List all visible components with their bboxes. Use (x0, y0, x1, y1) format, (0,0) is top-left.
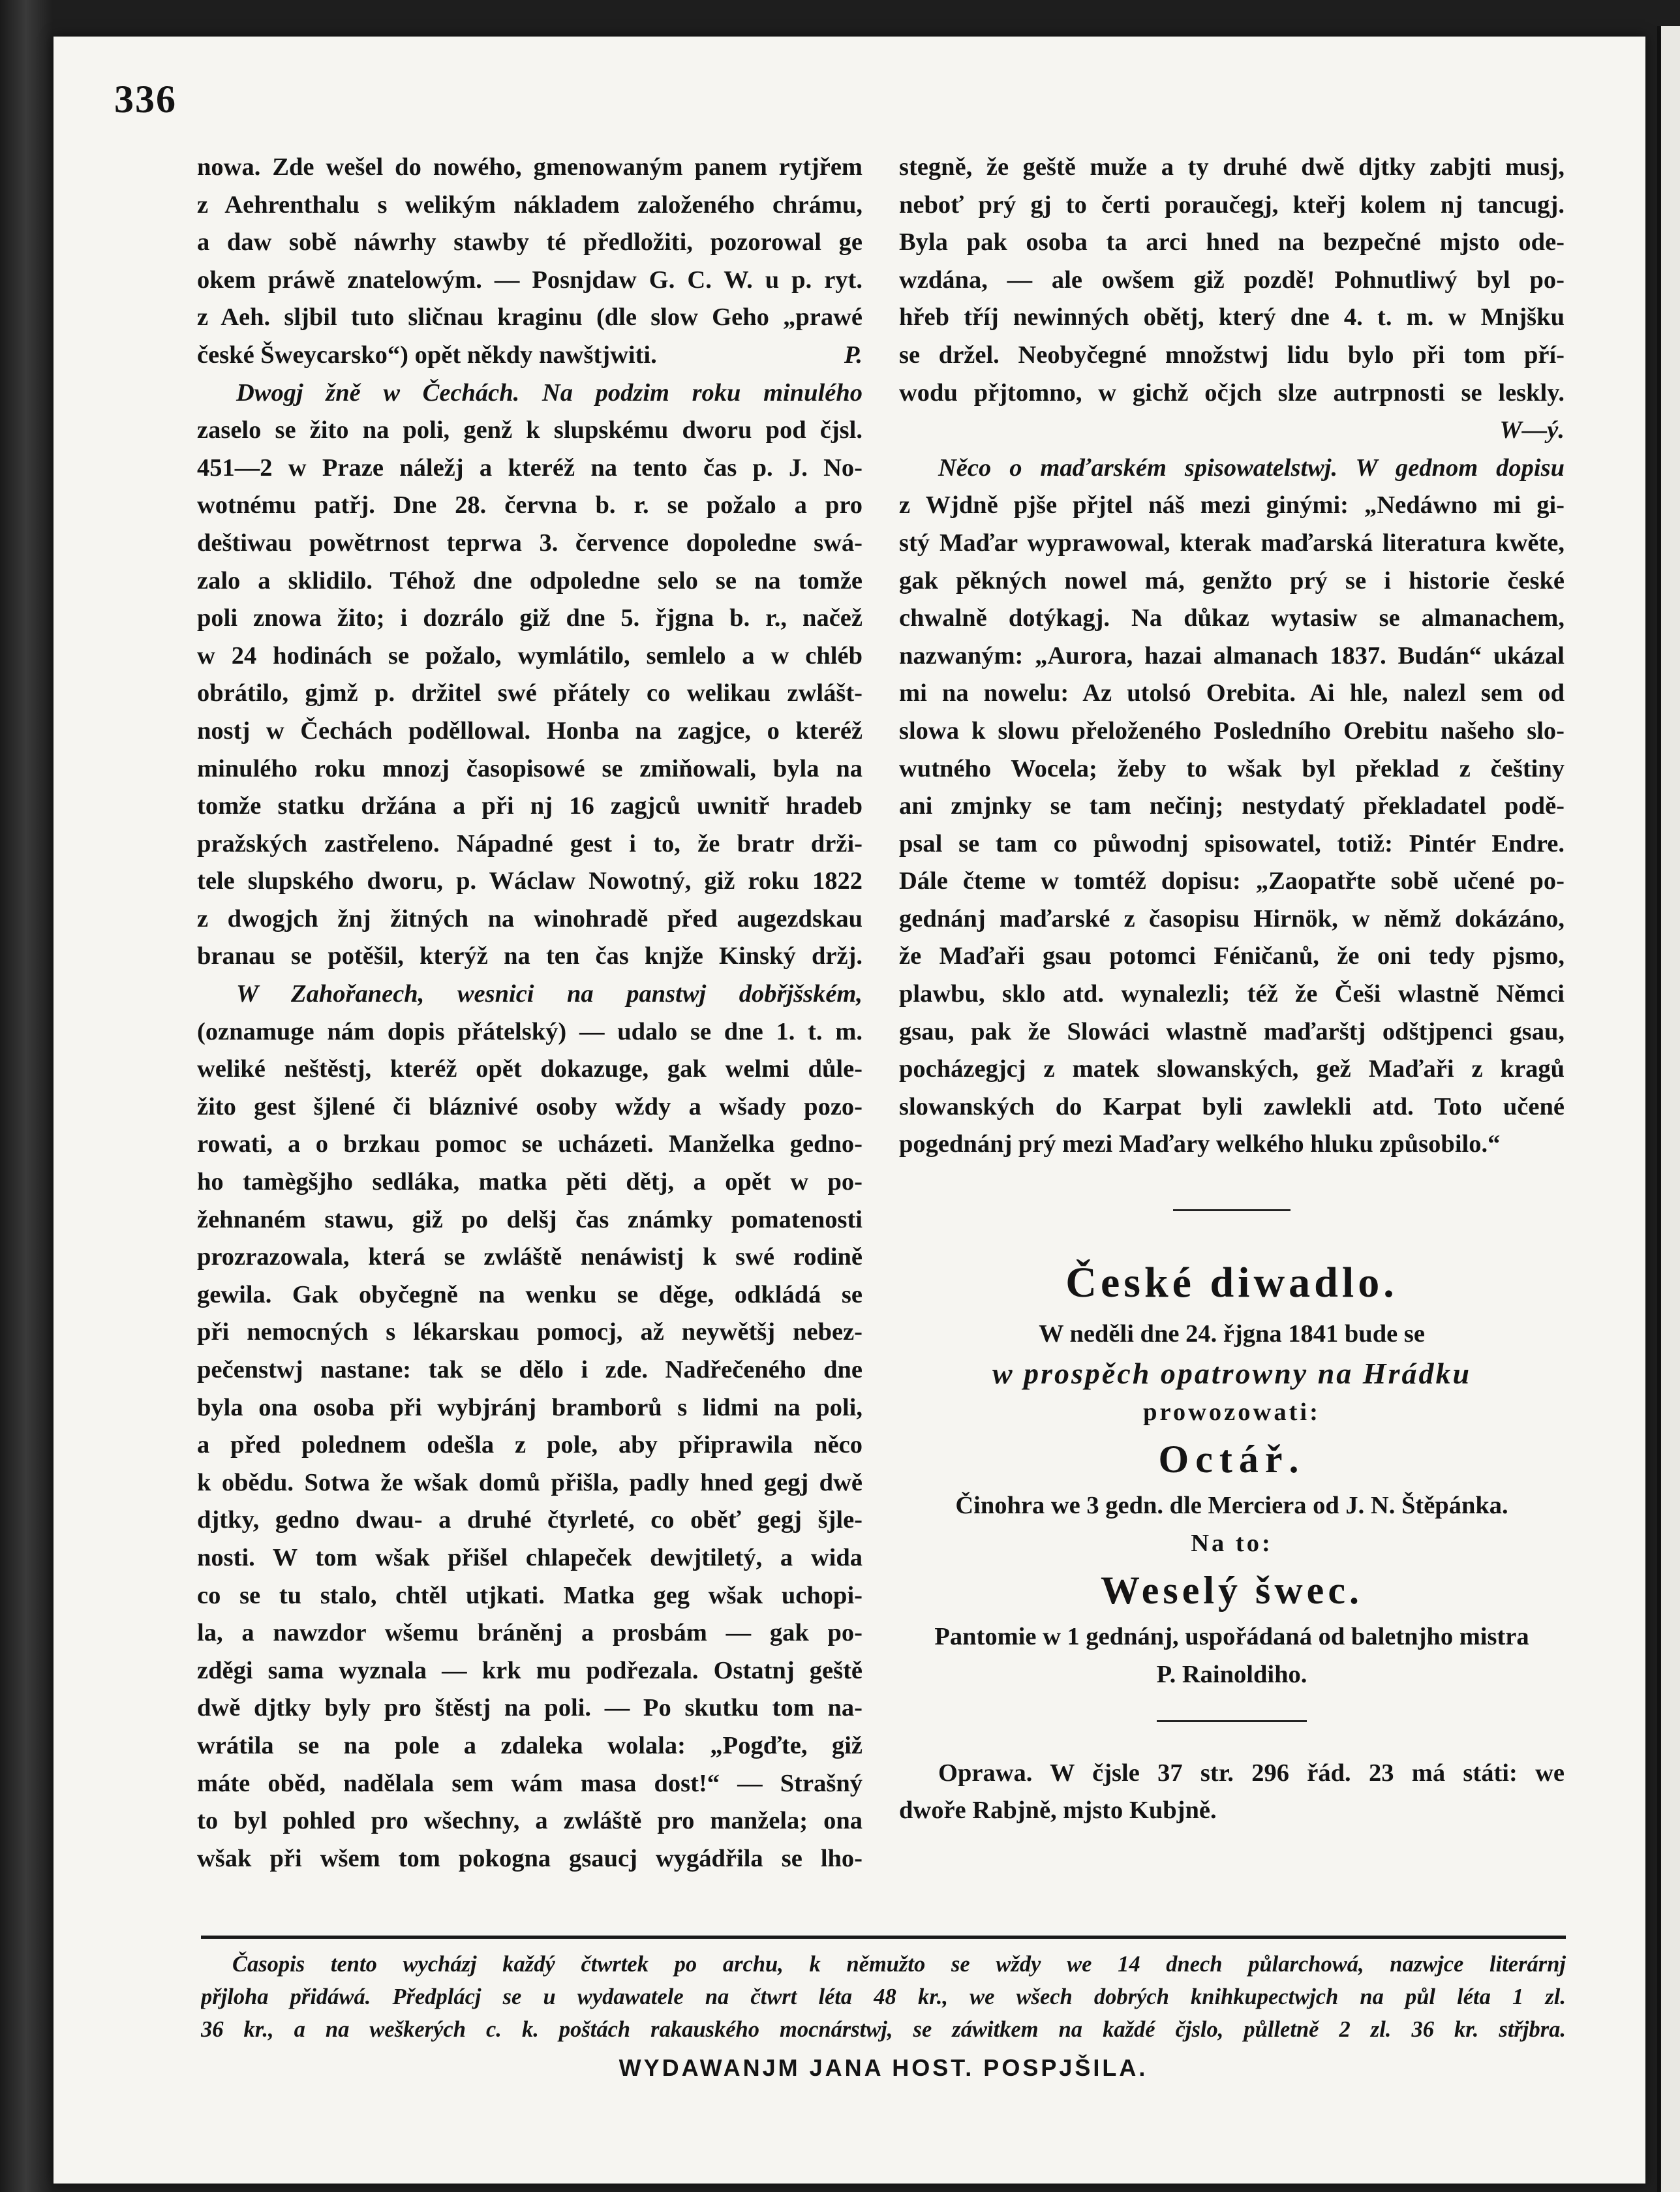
play-title-2: Weselý šwec. (1101, 1569, 1363, 1613)
text-line: neboť prý gj to čerti poraučegj, kteřj kolem nj tancugj. (899, 191, 1565, 219)
text-line: wrátila se na pole a zdaleka wolala: „Pogďte, giž (197, 1731, 863, 1759)
text-line: žehnaném stawu, giž po delšj čas známky pomatenosti (197, 1205, 863, 1233)
text-line: gak pěkných nowel má, genžto prý se i historie české (899, 566, 1565, 594)
text-line: a daw sobě náwrhy stawby té předložiti, pozorowal ge (197, 228, 863, 256)
text-line: Dále čteme w tomtéž dopisu: „Zaopatřte sobě učené po- (899, 867, 1565, 895)
theatre-announcement (899, 1250, 1565, 1694)
text-line: zalo a sklidilo. Téhož dne odpoledne selo se na tomže (197, 566, 863, 594)
text-line: to byl pohled pro wšechny, a zwláště pro manžela; ona (197, 1807, 863, 1835)
text-line: poli znowa žito; i dozrálo giž dne 5. řjgna b. r., načež (197, 604, 863, 632)
text-line: nazwaným: „Aurora, hazai almanach 1837. Budán“ ukázal (899, 641, 1565, 670)
play-title-1: Octář. (1158, 1438, 1306, 1481)
text-line: deštiwau powětrnost teprwa 3. července dopoledne swá- (197, 529, 863, 557)
adjacent-page-edge (1657, 26, 1680, 2192)
article-heading-line: W Zahořanech, wesnici na panstwj dobřjšském, (236, 980, 863, 1008)
text-line: wšak při wšem tom pokogna gsaucj wygádřila se lho- (197, 1844, 863, 1872)
text-line: hřeb tříj newinných obětj, který dne 4. t. m. w Mnjšku (899, 303, 1565, 332)
text-line: tomže statku držána a při nj 16 zagjců uwnitř hradeb (197, 792, 863, 820)
theatre-benefit: w prospěch opatrowny na Hrádku (992, 1356, 1472, 1390)
spacer (899, 1694, 1565, 1720)
left-column (197, 149, 863, 1877)
theatre-perform: prowozowati: (1143, 1398, 1321, 1426)
text-line: tele slupského dworu, p. Wáclaw Nowotný, giž roku 1822 (197, 867, 863, 895)
text-line: gednánj maďarské z časopisu Hirnök, w němž dokázáno, (899, 904, 1565, 933)
theatre-date: W neděli dne 24. řjgna 1841 bude se (1039, 1320, 1425, 1348)
text-line: z Aeh. sljbil tuto sličnau kraginu (dle slow Geho „prawé (197, 303, 863, 332)
text-line: rowati, a o brzkau pomoc se ucházeti. Manželka gedno- (197, 1130, 863, 1158)
text-line: máte oběd, nadělala sem wám masa dost!“ — Strašný (197, 1769, 863, 1797)
theatre-then: Na to: (1191, 1529, 1273, 1557)
text-line: okem práwě znatelowým. — Posnjdaw G. C. W. u p. ryt. (197, 266, 863, 294)
spacer (899, 1722, 1565, 1755)
text-line: wzdána, — ale owšem giž pozdě! Pohnutliwý byl po- (899, 266, 1565, 294)
right-column (899, 149, 1565, 1830)
text-line: mi na nowelu: Az utolsó Orebita. Ai hle, nalezl sem od (899, 679, 1565, 707)
text-line: byla ona osoba při wybjránj bramborů s lidmi na poli, (197, 1393, 863, 1421)
subscription-footer (201, 1948, 1566, 2046)
play-description-2a: Pantomie w 1 gednánj, uspořádaná od baletnjho mistra (934, 1623, 1529, 1651)
text-line: stegně, že geště muže a ty druhé dwě djtky zabjti musj, (899, 153, 1565, 181)
text-line: gsau, pak že Slowáci wlastně maďarštj odštjpenci gsau, (899, 1017, 1565, 1045)
text-line: prozrazowala, která se zwláště nenáwistj k swé rodině (197, 1243, 863, 1271)
text-line: pečenstwj nastane: tak se dělo i zde. Nadřečeného dne (197, 1356, 863, 1383)
text-line: wodu přjtomno, w gichž očjch slze autrpnosti se leskly. (899, 378, 1565, 407)
text-line: při nemocných s lékarskau pomocj, až neywětšj nebez- (197, 1318, 863, 1346)
text-line: zděgi sama wyznala — krk mu podřezala. Ostatnj geště (197, 1656, 863, 1684)
spacer (899, 1164, 1565, 1209)
text-line: dwě djtky byly pro štěstj na poli. — Po skutku tom na- (197, 1694, 863, 1722)
text-line: la, a nawzdor wšemu bráněnj a prosbám — gak po- (197, 1619, 863, 1647)
text-line: w 24 hodinách se požalo, wymlátilo, semlelo a w chléb (197, 641, 863, 670)
text-line: obrátilo, gjmž p. držitel swé přátely co welikau zwlášt- (197, 679, 863, 707)
text-line: ho tamègšjho sedláka, matka pěti dětj, a opět w po- (197, 1168, 863, 1196)
text-line: k obědu. Sotwa že wšak domů přišla, padly hned gegj dwě (197, 1468, 863, 1496)
text-line: djtky, gedno dwau- a druhé čtyrleté, co oběť gegj šjle- (197, 1506, 863, 1534)
text-line: slowanských do Karpat byli zawlekli atd. Toto učené (899, 1092, 1565, 1120)
text-line: plawbu, sklo atd. wynalezli; též že Češi wlastně Němci (899, 980, 1565, 1008)
spacer (899, 1211, 1565, 1250)
text-line: (oznamuge nám dopis přátelský) — udalo se dne 1. t. m. (197, 1017, 863, 1045)
footer-line: 36 kr., a na weškerých c. k. poštách rakauského mocnárstwj, se záwitkem na každé čjslo, půlletně 2 zl. 36 kr. střjbra. (201, 2017, 1566, 2042)
correction-line: dwoře Rabjně, mjsto Kubjně. (899, 1797, 1217, 1825)
text-line: se držel. Neobyčegné množstwj lidu bylo při tom pří- (899, 341, 1565, 369)
footer-line: přjloha přidáwá. Předplácj se u wydawatele na čtwrt léta 48 kr., we wšech dobrých knihkupectwjch na půl léta 1 zl. (201, 1984, 1566, 2009)
text-line: wotnému patřj. Dne 28. června b. r. se požalo a pro (197, 491, 863, 519)
text-line: z Wjdně pjše přjtel náš mezi ginými: „Nedáwno mi gi- (899, 491, 1565, 519)
text-line: gewila. Gak obyčegně na wenku se děge, odkládá se (197, 1280, 863, 1308)
article-heading-line: Něco o maďarském spisowatelstwj. W gednom dopisu (938, 454, 1565, 482)
theatre-heading: České diwadlo. (1065, 1259, 1398, 1307)
text-line-with-signature (197, 337, 863, 375)
text-line: z Aehrenthalu s welikým nákladem založeného chrámu, (197, 191, 863, 219)
publisher-imprint: WYDAWANJM JANA HOST. POSPJŠILA. (619, 2054, 1148, 2081)
text-line: Byla pak osoba ta arci hned na bezpečné mjsto ode- (899, 228, 1565, 256)
text-line: nostj w Čechách poděllowal. Honba na zagjce, o kteréž (197, 717, 863, 745)
play-description-2b: P. Rainoldiho. (1156, 1661, 1307, 1688)
text-line: nowa. Zde wešel do nowého, gmenowaným panem rytjřem (197, 153, 863, 181)
text-line: žito gest šjlené či bláznivé osoby wždy a wšady pozo- (197, 1092, 863, 1120)
text-line: z dwogjch žnj žitných na winohradě před augezdskau (197, 904, 863, 933)
footer-rule (201, 1936, 1566, 1939)
text-line: zaselo se žito na poli, genž k slupskému dworu pod čjsl. (197, 416, 863, 444)
text-line: slowa k slowu přeloženého Posledního Orebitu našeho slo- (899, 717, 1565, 745)
correction-line: Oprawa. W čjsle 37 str. 296 řád. 23 má státi: we (938, 1759, 1565, 1787)
text-line: pogednánj prý mezi Maďary welkého hluku způsobilo.“ (899, 1130, 1501, 1158)
text-line: stý Maďar wyprawowal, kterak maďarská literatura kwěte, (899, 529, 1565, 557)
text-line: weliké neštěstj, kteréž opět dokazuge, gak welmi důle- (197, 1055, 863, 1083)
text-line: a před polednem odešla z pole, aby připrawila něco (197, 1431, 863, 1459)
text-line: pocházegjcj z matek slowanských, gež Maďaři z kragů (899, 1055, 1565, 1083)
signature: W—ý. (1499, 416, 1565, 444)
article-heading-line: Dwogj žně w Čechách. Na podzim roku minulého (236, 378, 863, 407)
footer-line: Časopis tento wycházj každý čtwrtek po archu, k němužto se wždy we 14 dnech půlarchowá, nazwjce literárnj (232, 1952, 1566, 1977)
text-line: wutného Wocela; žeby to wšak byl překlad z češtiny (899, 754, 1565, 782)
text-line: minulého roku mnozj časopisowé se zmiňowali, byla na (197, 754, 863, 782)
page-number: 336 (114, 78, 177, 121)
text-line: chwalně dotýkagj. Na důkaz wytasiw se almanachem, (899, 604, 1565, 632)
play-description-1: Činohra we 3 gedn. dle Merciera od J. N. Štěpánka. (955, 1492, 1508, 1520)
signature: P. (844, 341, 863, 369)
text-line: pražských zastřeleno. Nápadné gest i to, že bratr drži- (197, 829, 863, 857)
text-line: psal se tam co půwodnj spisowatel, totiž: Pintér Endre. (899, 829, 1565, 857)
text-line: branau se potěšil, kterýž na ten čas knjže Kinský držj. (197, 942, 863, 970)
text-line: české Šweycarsko“) opět někdy nawštjwiti. (197, 341, 657, 369)
text-line: že Maďaři gsau potomci Féničanů, že oni tedy pjsmo, (899, 942, 1565, 970)
text-line: ani zmjnky se tam nečinj; nestydatý překladatel podě- (899, 792, 1565, 820)
text-line: co se tu stalo, chtěl utjkati. Matka geg wšak uchopi- (197, 1581, 863, 1609)
text-line: 451—2 w Praze náležj a kteréž na tento čas p. J. No- (197, 454, 863, 482)
text-line: nosti. W tom wšak přišel chlapeček dewjtiletý, a wida (197, 1543, 863, 1571)
